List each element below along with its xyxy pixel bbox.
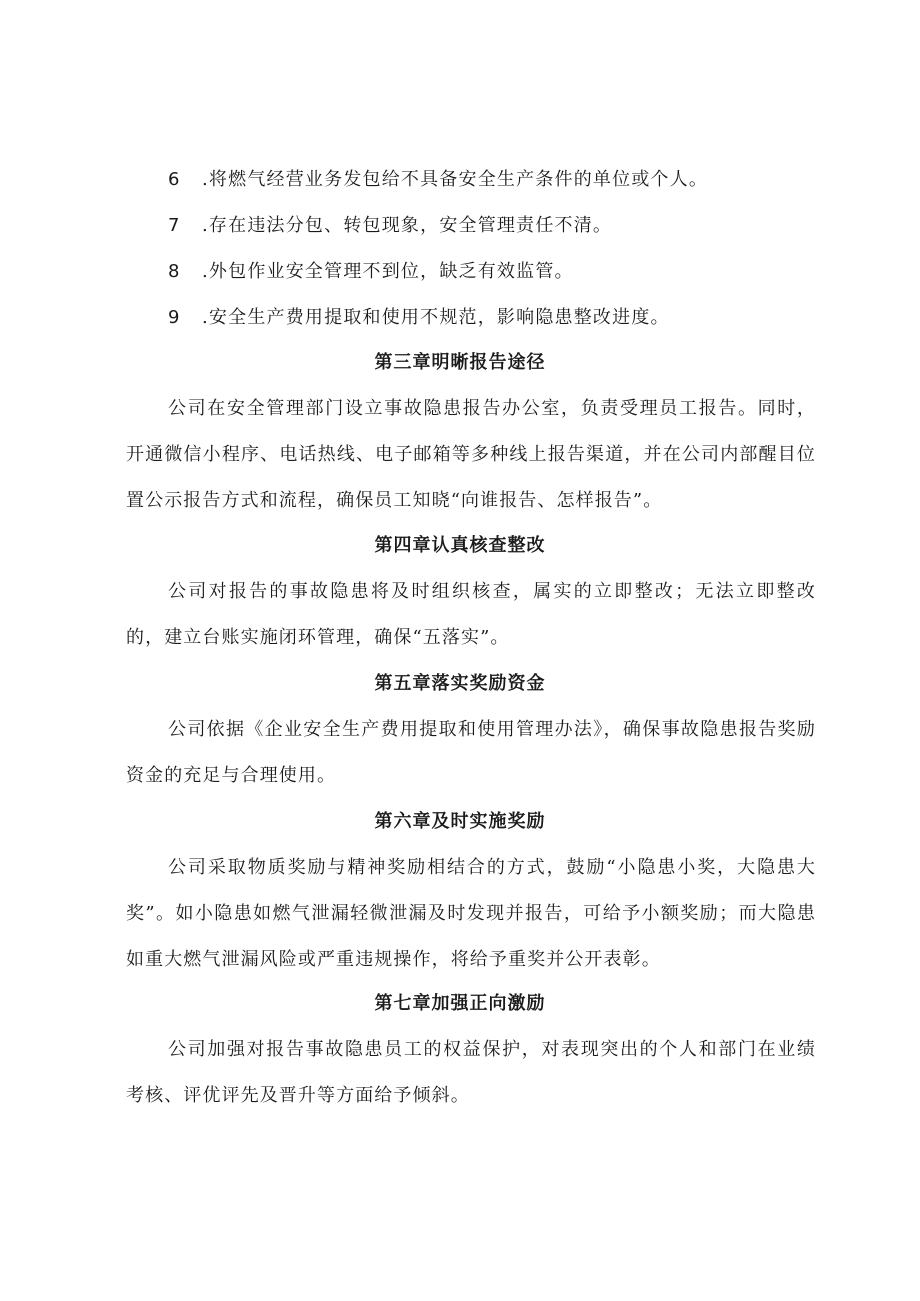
list-item-number: 9 xyxy=(168,307,181,328)
chapter-heading: 第四章认真核查整改 xyxy=(374,535,546,556)
list-item xyxy=(168,213,612,239)
chapter-heading: 第七章加强正向激励 xyxy=(374,993,546,1014)
chapter-heading: 第五章落实奖励资金 xyxy=(374,673,546,694)
list-item-number: 7 xyxy=(168,215,181,236)
list-item-text: .外包作业安全管理不到位，缺乏有效监管。 xyxy=(202,261,574,282)
chapter-heading: 第六章及时实施奖励 xyxy=(374,811,546,832)
list-item xyxy=(168,305,670,331)
chapter-paragraph: 公司加强对报告事故隐患员工的权益保护，对表现突出的个人和部门在业绩考核、评优评先及晋升等方面给予倾斜。 xyxy=(126,1039,816,1106)
list-item xyxy=(168,259,574,285)
list-item-text: .安全生产费用提取和使用不规范，影响隐患整改进度。 xyxy=(202,307,670,328)
list-item-text: .存在违法分包、转包现象，安全管理责任不清。 xyxy=(202,215,613,236)
list-item-text: .将燃气经营业务发包给不具备安全生产条件的单位或个人。 xyxy=(202,169,709,190)
chapter-paragraph: 公司在安全管理部门设立事故隐患报告办公室，负责受理员工报告。同时，开通微信小程序、电话热线、电子邮箱等多种线上报告渠道，并在公司内部醒目位置公示报告方式和流程，确保员工知晓“向谁报告、怎样报告”。 xyxy=(126,398,816,511)
list-item-number: 8 xyxy=(168,261,181,282)
chapter-paragraph: 公司对报告的事故隐患将及时组织核查，属实的立即整改；无法立即整改的，建立台账实施闭环管理，确保“五落实”。 xyxy=(126,581,816,648)
chapter-heading: 第三章明晰报告途径 xyxy=(374,352,546,373)
chapter-paragraph: 公司采取物质奖励与精神奖励相结合的方式，鼓励“小隐患小奖，大隐患大奖”。如小隐患如燃气泄漏轻微泄漏及时发现并报告，可给予小额奖励；而大隐患如重大燃气泄漏风险或严重违规操作，将给予重奖并公开表彰。 xyxy=(126,857,816,970)
list-item xyxy=(168,167,708,193)
chapter-paragraph: 公司依据《企业安全生产费用提取和使用管理办法》，确保事故隐患报告奖励资金的充足与合理使用。 xyxy=(126,719,816,786)
list-item-number: 6 xyxy=(168,169,181,190)
